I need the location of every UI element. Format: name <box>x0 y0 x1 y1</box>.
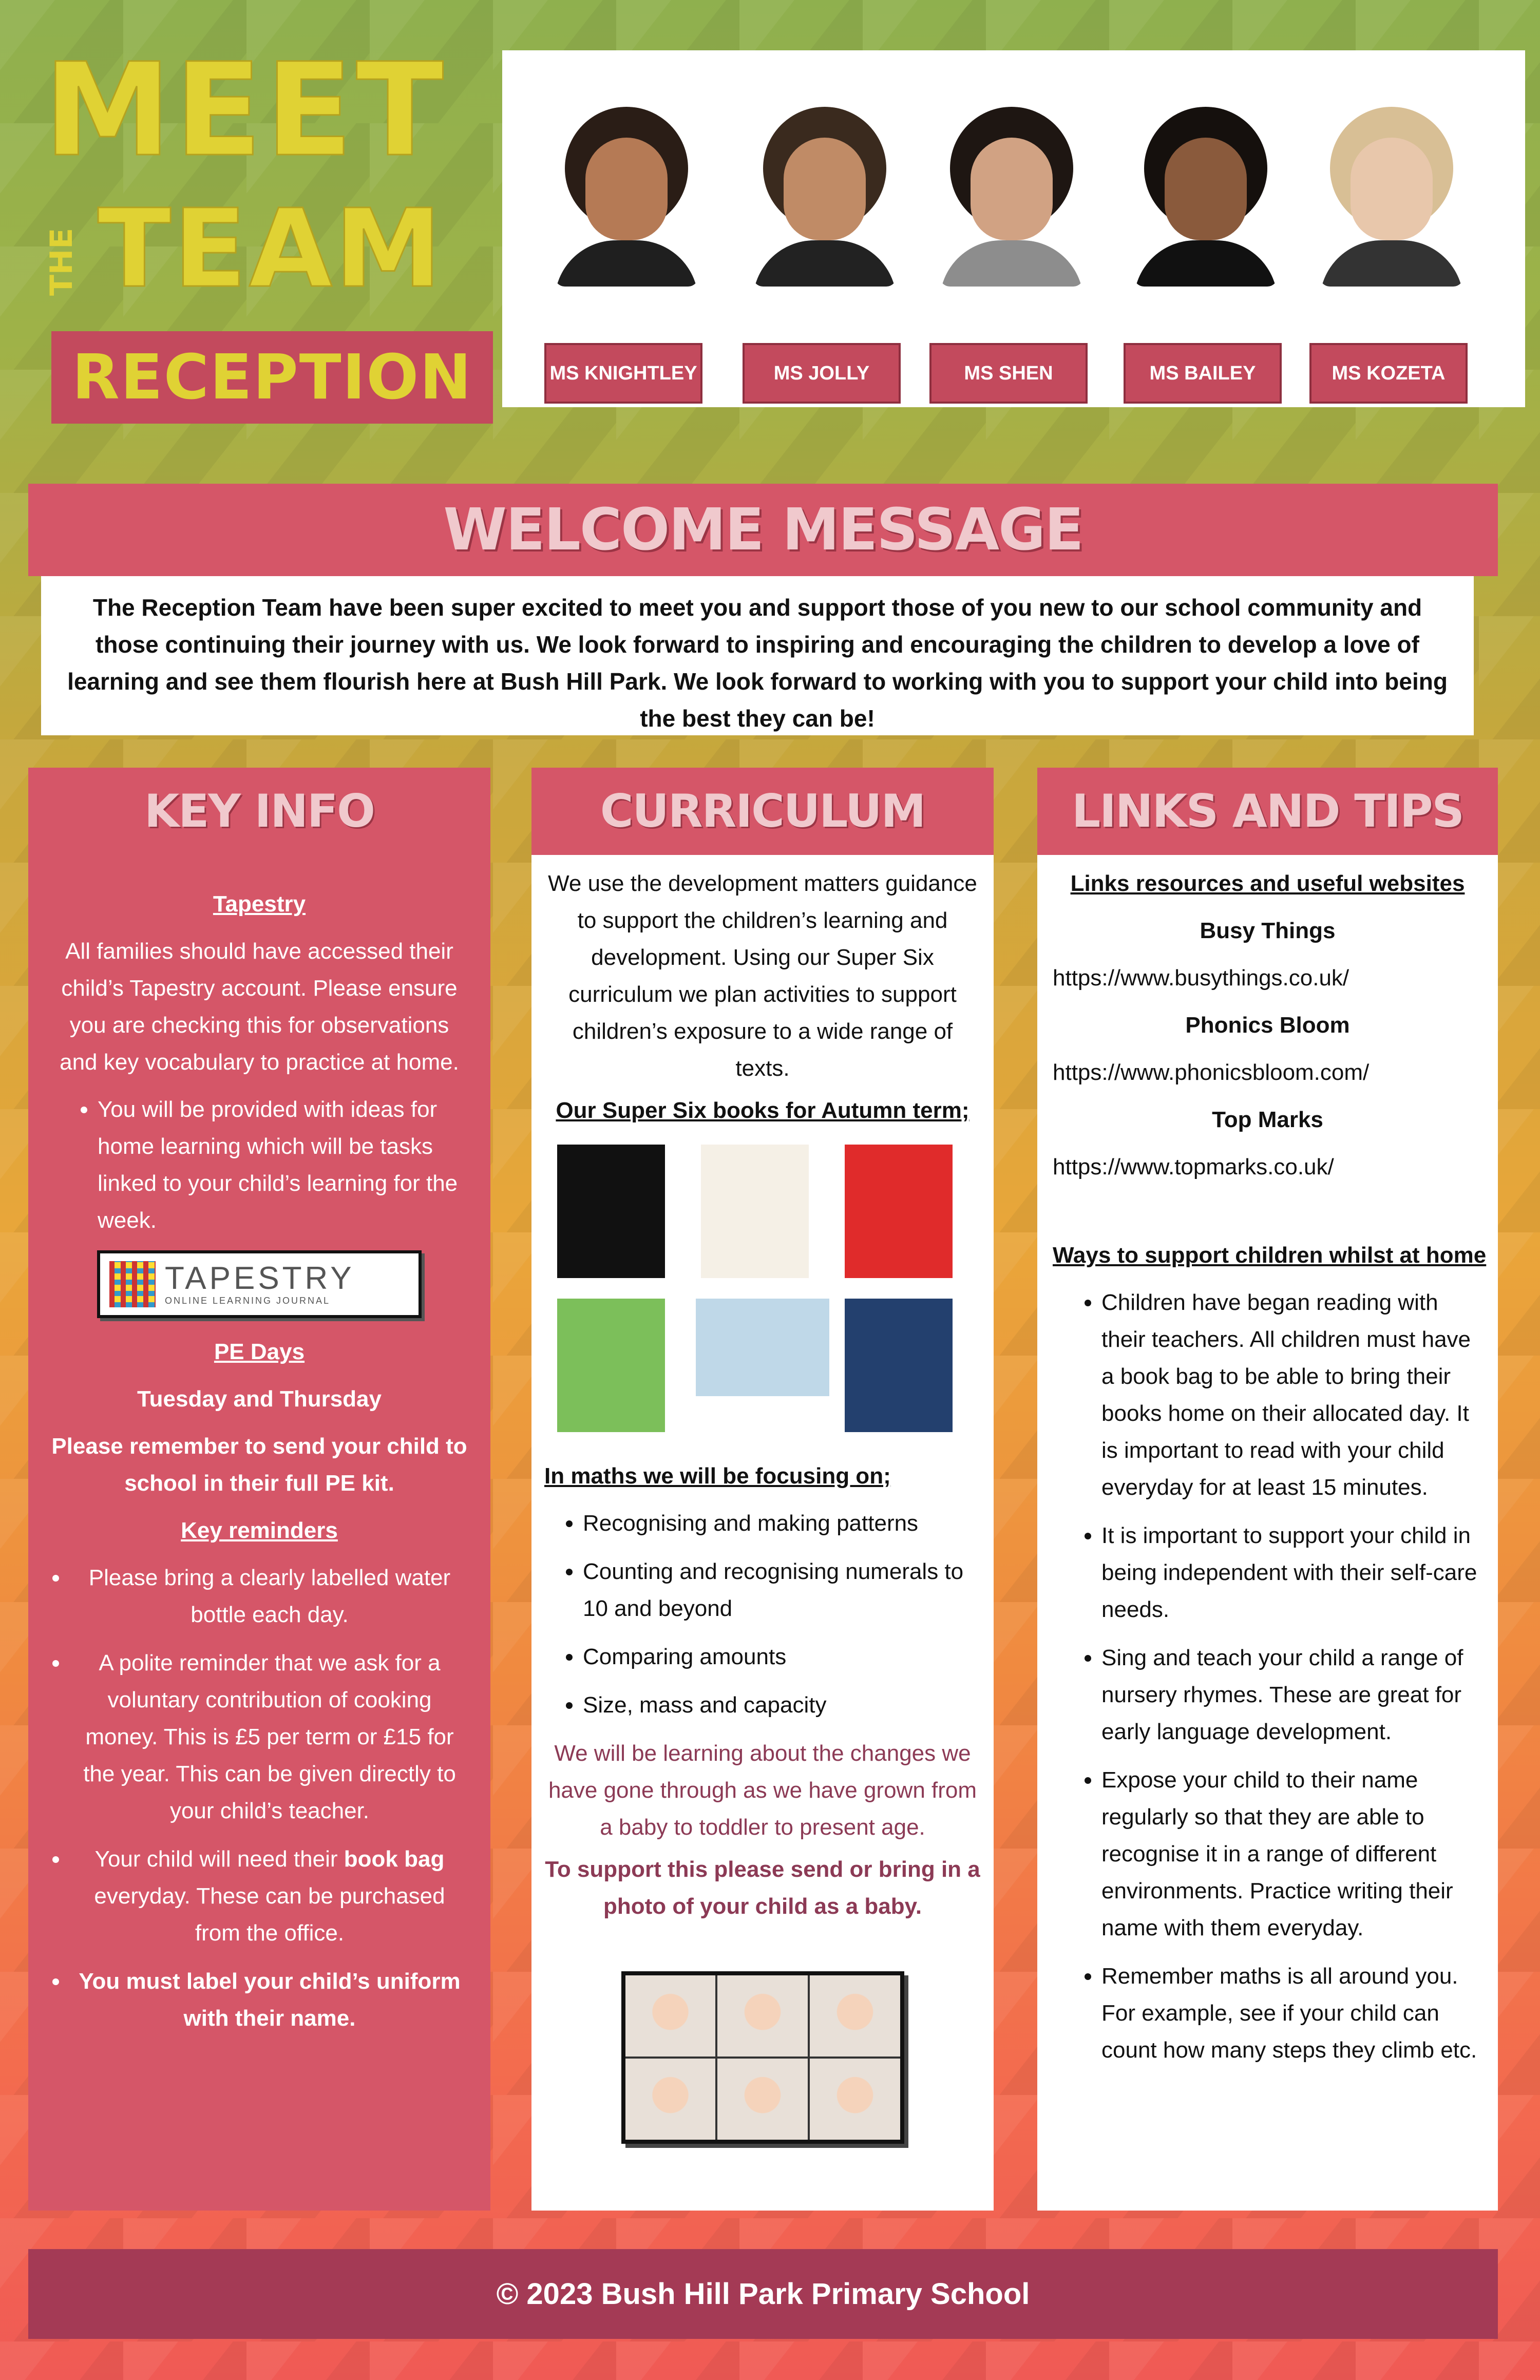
book-cover-bear-hunt <box>696 1299 829 1396</box>
staff-photo <box>1320 107 1463 287</box>
links-panel <box>1037 768 1498 2211</box>
baby-photo-collage <box>621 1971 904 2144</box>
tip-item: • It is important to support your child in being independent with their self-care needs. <box>1101 1517 1485 1628</box>
staff-name-badge: MS JOLLY <box>743 343 901 404</box>
reminder-item: • Your child will need their book bag everyday. These can be purchased from the office. <box>69 1841 470 1952</box>
footer-text: © 2023 Bush Hill Park Primary School <box>496 2277 1030 2311</box>
tips-list <box>1037 1284 1498 2069</box>
tip-item: • Children have began reading with their teachers. All children must have a book bag to be able to bring their books home on their allocated day. It is important to read with your child everyday for at least 15 minutes. <box>1101 1284 1485 1506</box>
staff-photo <box>555 107 698 287</box>
book-cover-funnybones <box>557 1145 665 1278</box>
tapestry-list <box>49 1091 470 1239</box>
reminder-item: • A polite reminder that we ask for a voluntary contribution of cooking money. This is £5 per term or £15 for the year. This can be given directly to your child’s teacher. <box>69 1645 470 1830</box>
pe-note: Please remember to send your child to school in their full PE kit. <box>51 1434 467 1496</box>
reminders-list <box>49 1559 470 2037</box>
staff-name-badge: MS SHEN <box>929 343 1088 404</box>
resources-heading: Links resources and useful websites <box>1070 871 1465 896</box>
meet-title: MEET <box>44 35 447 185</box>
site-name: Phonics Bloom <box>1185 1013 1350 1038</box>
welcome-title: WELCOME MESSAGE <box>443 497 1083 563</box>
tapestry-logo-subtext: ONLINE LEARNING JOURNAL <box>165 1296 331 1306</box>
site-link[interactable]: https://www.topmarks.co.uk/ <box>1053 1154 1334 1179</box>
curriculum-header <box>531 768 994 855</box>
pe-days: Tuesday and Thursday <box>137 1386 382 1412</box>
team-title: TEAM <box>98 186 444 312</box>
key-info-title: KEY INFO <box>144 785 374 837</box>
book-cover-colour-monster <box>701 1145 809 1278</box>
links-title: LINKS AND TIPS <box>1072 785 1463 837</box>
staff-photo <box>1134 107 1278 287</box>
team-member <box>1309 107 1474 410</box>
reminder-item: • You must label your child’s uniform with their name. <box>69 1963 470 2037</box>
tapestry-bullet: • You will be provided with ideas for home learning which will be tasks linked to your child’s learning for the week. <box>98 1091 470 1239</box>
book-cover-you-choose <box>845 1145 953 1278</box>
the-word: THE <box>44 227 80 296</box>
books-heading: Our Super Six books for Autumn term; <box>556 1098 969 1123</box>
team-member <box>1124 107 1288 410</box>
support-heading: Ways to support children whilst at home <box>1053 1243 1487 1268</box>
key-info-header <box>28 768 490 855</box>
team-panel <box>502 50 1525 407</box>
tapestry-text: All families should have accessed their child’s Tapestry account. Please ensure you are checking this for observations and key vocabulary to practice at home. <box>60 939 459 1075</box>
tapestry-logo-text: TAPESTRY <box>165 1261 355 1296</box>
team-member <box>743 107 907 410</box>
welcome-banner <box>28 484 1498 576</box>
staff-name-badge: MS KNIGHTLEY <box>544 343 702 404</box>
maths-heading: In maths we will be focusing on; <box>544 1463 891 1489</box>
reception-title: RECEPTION <box>72 341 472 413</box>
site-link[interactable]: https://www.phonicsbloom.com/ <box>1053 1060 1370 1085</box>
reminders-heading: Key reminders <box>181 1518 338 1543</box>
footer <box>28 2249 1498 2339</box>
reception-banner <box>51 331 493 424</box>
reminder-item: • Please bring a clearly labelled water bottle each day. <box>69 1559 470 1633</box>
book-cover-old-woman-pumpkin <box>557 1299 665 1432</box>
maths-item: • Recognising and making patterns <box>583 1505 978 1542</box>
tip-item: • Expose your child to their name regularly so that they are able to recognise it in a range of different environments. Practice writing their name with them everyday. <box>1101 1762 1485 1947</box>
staff-name-badge: MS KOZETA <box>1309 343 1468 404</box>
welcome-message: The Reception Team have been super excited to meet you and support those of you new to our school community and those continuing their journey with us. We look forward to inspiring and encouraging the children to develop a love of learning and see them flourish here at Bush Hill Park. We look forward to working with you to support your child into being the best they can be! <box>41 576 1474 735</box>
team-member <box>544 107 709 410</box>
site-link[interactable]: https://www.busythings.co.uk/ <box>1053 965 1349 991</box>
tapestry-logo <box>97 1250 422 1318</box>
maths-item: • Comparing amounts <box>583 1639 978 1675</box>
book-cover-gruffalos-child <box>845 1299 953 1432</box>
tapestry-heading: Tapestry <box>213 891 306 917</box>
site-name: Busy Things <box>1200 918 1336 943</box>
team-member <box>929 107 1094 410</box>
curriculum-title: CURRICULUM <box>600 785 925 837</box>
staff-name-badge: MS BAILEY <box>1124 343 1282 404</box>
maths-item: • Size, mass and capacity <box>583 1687 978 1724</box>
curriculum-intro: We use the development matters guidance to support the children’s learning and development. Using our Super Six curriculum we plan activities to support children’s exposure to a wide range of texts. <box>548 871 977 1081</box>
photo-request: To support this please send or bring in a photo of your child as a baby. <box>545 1857 980 1919</box>
staff-photo <box>753 107 897 287</box>
key-info-panel <box>28 768 490 2211</box>
maths-list <box>531 1505 994 1724</box>
tip-item: • Remember maths is all around you. For example, see if your child can count how many steps they climb etc. <box>1101 1958 1485 2069</box>
book-covers <box>531 1134 994 1458</box>
tapestry-grid-icon <box>109 1261 156 1307</box>
staff-photo <box>940 107 1083 287</box>
links-header <box>1037 768 1498 855</box>
maths-item: • Counting and recognising numerals to 10 and beyond <box>583 1553 978 1627</box>
curriculum-panel <box>531 768 994 2211</box>
tip-item: • Sing and teach your child a range of nursery rhymes. These are great for early language development. <box>1101 1640 1485 1750</box>
site-name: Top Marks <box>1212 1107 1323 1132</box>
changes-text: We will be learning about the changes we have gone through as we have grown from a baby to toddler to present age. <box>548 1741 977 1840</box>
pe-heading: PE Days <box>214 1339 305 1364</box>
